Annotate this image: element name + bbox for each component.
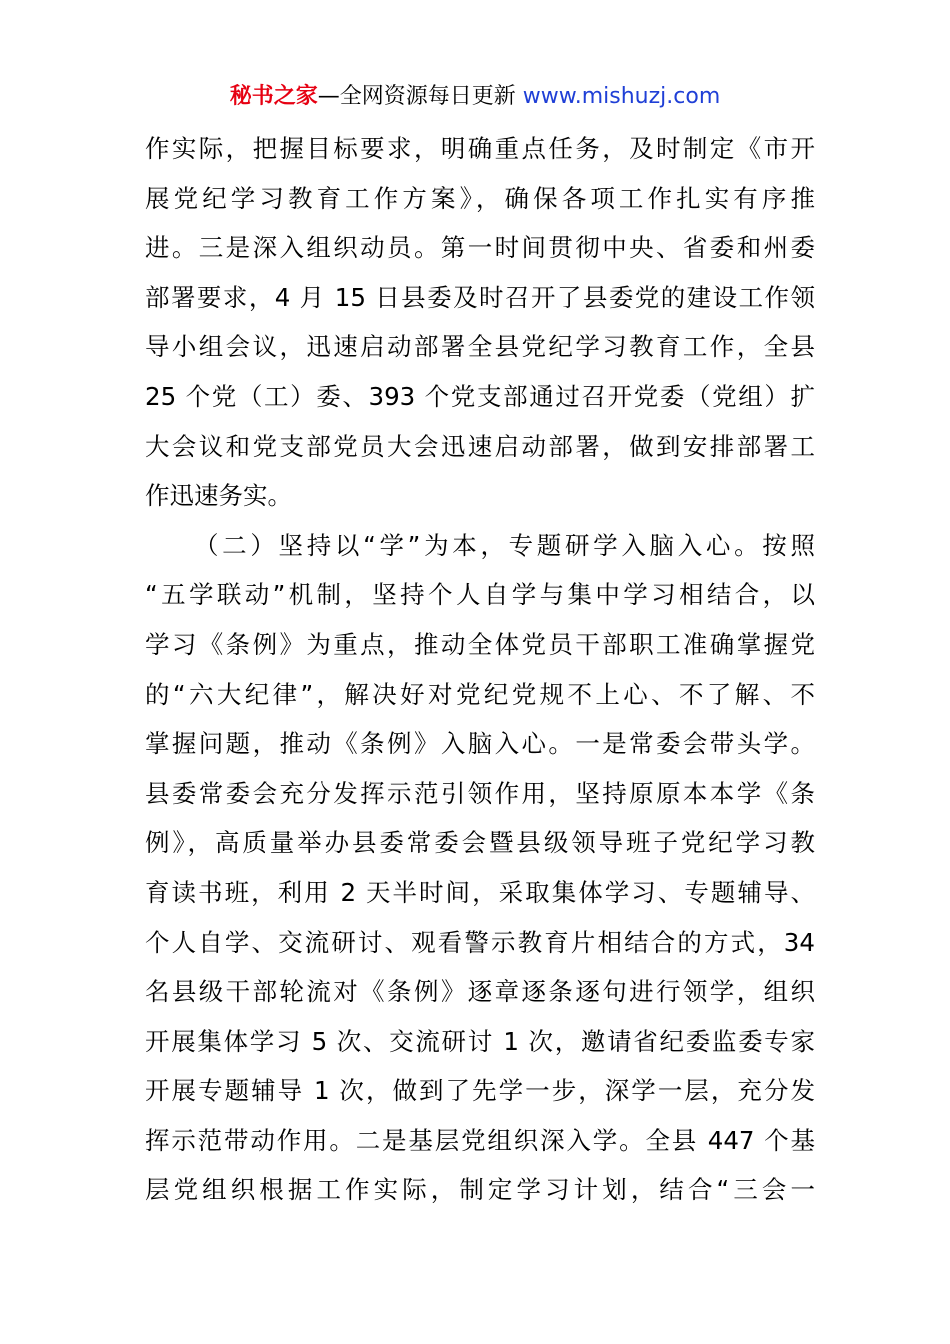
header-tagline: —全网资源每日更新: [317, 84, 523, 109]
text-line: 开展专题辅导 1 次，做到了先学一步，深学一层，充分发: [145, 1076, 815, 1106]
text-line: 例》，高质量举办县委常委会暨县级领导班子党纪学习教: [145, 828, 815, 858]
text-line: 展党纪学习教育工作方案》，确保各项工作扎实有序推: [145, 183, 815, 213]
paragraph-start-line: （二）坚持以“学”为本，专题研学入脑入心。按照: [194, 530, 815, 560]
text-line: 的“六大纪律”，解决好对党纪党规不上心、不了解、不: [145, 679, 815, 709]
text-line: 进。三是深入组织动员。第一时间贯彻中央、省委和州委: [145, 233, 815, 263]
text-line: “五学联动”机制，坚持个人自学与集中学习相结合，以: [145, 580, 815, 610]
text-line: 挥示范带动作用。二是基层党组织深入学。全县 447 个基: [145, 1125, 815, 1155]
text-line: 学习《条例》为重点，推动全体党员干部职工准确掌握党: [145, 629, 815, 659]
text-line: 名县级干部轮流对《条例》逐章逐条逐句进行领学，组织: [145, 977, 815, 1007]
text-line: 个人自学、交流研讨、观看警示教育片相结合的方式，34: [145, 927, 815, 957]
text-line: 大会议和党支部党员大会迅速启动部署，做到安排部署工: [145, 431, 815, 461]
text-line: 育读书班，利用 2 天半时间，采取集体学习、专题辅导、: [145, 877, 815, 907]
document-body: [145, 124, 815, 1215]
text-line: 导小组会议，迅速启动部署全县党纪学习教育工作，全县: [145, 332, 815, 362]
text-line: 县委常委会充分发挥示范引领作用，坚持原原本本学《条: [145, 778, 815, 808]
text-line: 掌握问题，推动《条例》入脑入心。一是常委会带头学。: [145, 729, 815, 759]
text-line: 25 个党（工）委、393 个党支部通过召开党委（党组）扩: [145, 381, 815, 411]
text-line: 作迅速务实。: [145, 481, 292, 511]
text-line: 部署要求，4 月 15 日县委及时召开了县委党的建设工作领: [145, 282, 815, 312]
text-line: 层党组织根据工作实际，制定学习计划，结合“三会一: [145, 1175, 815, 1205]
header-brand: 秘书之家: [229, 84, 318, 109]
header-url-link[interactable]: www.mishuzj.com: [522, 84, 721, 109]
text-line: 开展集体学习 5 次、交流研讨 1 次，邀请省纪委监委专家: [145, 1026, 815, 1056]
text-line: 作实际，把握目标要求，明确重点任务，及时制定《市开: [145, 134, 815, 163]
page-header: [0, 82, 950, 112]
